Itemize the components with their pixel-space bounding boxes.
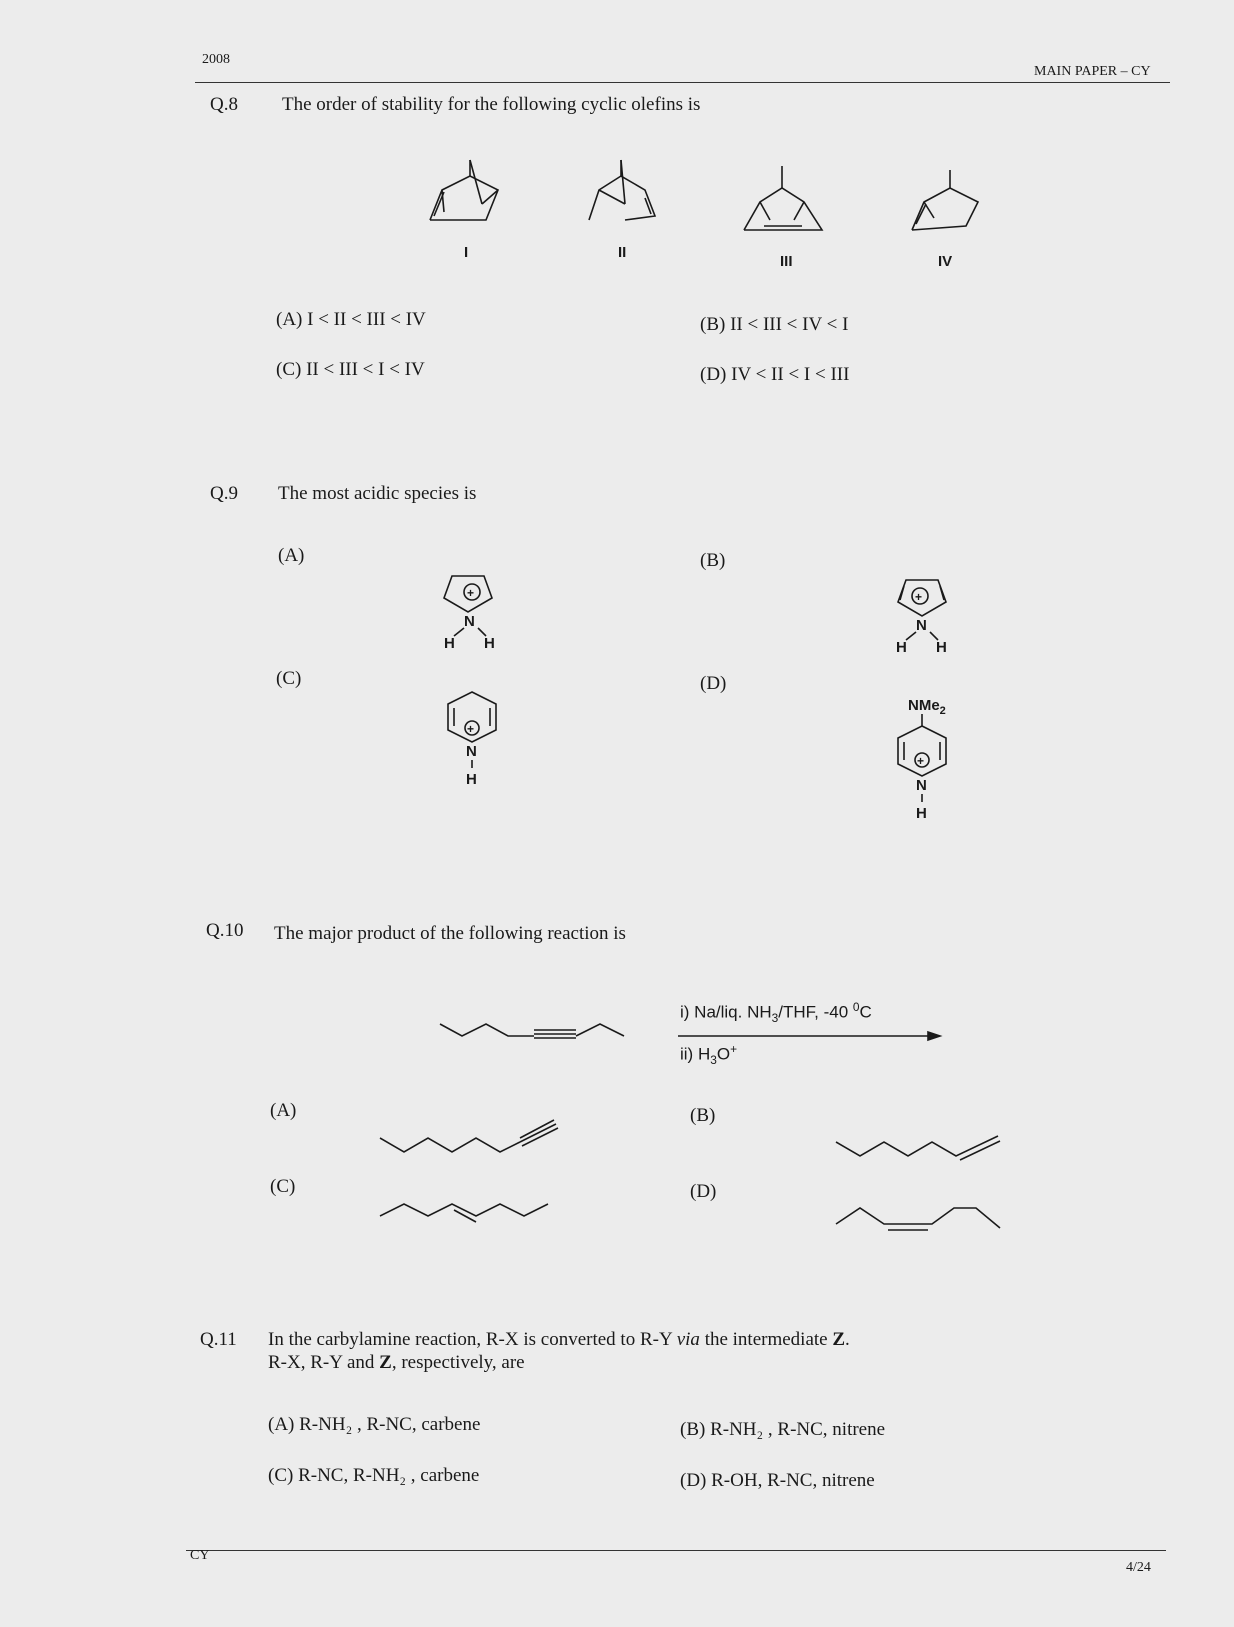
svg-text:H: H xyxy=(896,639,907,656)
q8-option-c[interactable]: (C) II < III < I < IV xyxy=(276,359,425,380)
q10-text: The major product of the following reaction is xyxy=(274,923,626,944)
q9-label-a[interactable]: (A) xyxy=(278,545,305,566)
q8-structure-iv xyxy=(910,178,990,258)
q10-condition-1: i) Na/liq. $NH_3$/THF, -40 $^0$C xyxy=(680,1000,872,1026)
q10-reactant-alkyne xyxy=(440,1010,660,1050)
q9-label-b[interactable]: (B) xyxy=(700,550,726,571)
footer-page: 4/24 xyxy=(1126,1560,1151,1575)
q10-structure-b xyxy=(836,1126,1006,1166)
footer-code: CY xyxy=(190,1548,210,1563)
svg-text:N: N xyxy=(916,777,927,794)
footer-rule xyxy=(186,1550,1166,1551)
paper-label: MAIN PAPER – CY xyxy=(1034,64,1151,79)
q11-option-a[interactable]: (A) R-NH₂ , R-NC, carbene xyxy=(268,1414,481,1435)
svg-text:+: + xyxy=(467,586,475,600)
q11-option-c[interactable]: (C) R-NC, R-NH₂ , carbene xyxy=(268,1465,480,1486)
q10-label-b[interactable]: (B) xyxy=(690,1105,716,1126)
q11-text-line2: R-X, R-Y and Z, respectively, are xyxy=(268,1352,525,1373)
q9-structure-a xyxy=(440,568,510,652)
q10-structure-a xyxy=(380,1122,560,1162)
q8-option-b[interactable]: (B) II < III < IV < I xyxy=(700,314,849,335)
q10-reaction-arrow xyxy=(678,1030,938,1042)
q10-structure-c xyxy=(380,1200,560,1240)
q8-structure-iii xyxy=(742,168,832,248)
svg-text:+: + xyxy=(917,754,925,768)
svg-text:H: H xyxy=(484,635,495,652)
svg-text:H: H xyxy=(936,639,947,656)
q8-label-iv: IV xyxy=(938,253,953,270)
year-label: 2008 xyxy=(202,52,230,67)
q8-text: The order of stability for the following cyclic olefins is xyxy=(282,94,701,115)
q9-structure-c xyxy=(446,690,506,790)
q10-condition-2: ii) $H_3O^+$ xyxy=(680,1042,738,1068)
header-rule xyxy=(195,82,1170,83)
svg-text:N: N xyxy=(466,743,477,760)
q11-text-line1: In the carbylamine reaction, R-X is converted to R-Y via the intermediate Z. xyxy=(268,1329,850,1350)
q9-text: The most acidic species is xyxy=(278,483,477,504)
q11-number: Q.11 xyxy=(200,1329,237,1350)
q11-option-d[interactable]: (D) R-OH, R-NC, nitrene xyxy=(680,1470,875,1491)
q8-number: Q.8 xyxy=(210,94,238,115)
svg-text:N: N xyxy=(916,617,927,634)
q10-number: Q.10 xyxy=(206,920,244,941)
q10-label-d[interactable]: (D) xyxy=(690,1181,717,1202)
q9-structure-b xyxy=(894,572,964,656)
q9-label-d[interactable]: (D) xyxy=(700,673,727,694)
svg-text:H: H xyxy=(466,771,477,788)
q8-label-iii: III xyxy=(780,253,793,270)
svg-text:NMe2: NMe$_2$ xyxy=(908,697,946,717)
q10-label-a[interactable]: (A) xyxy=(270,1100,297,1121)
q8-structure-ii xyxy=(585,168,665,248)
q8-label-i: I xyxy=(464,244,469,261)
q9-structure-d xyxy=(886,690,976,830)
q8-label-ii: II xyxy=(618,244,627,261)
svg-text:N: N xyxy=(464,613,475,630)
q10-label-c[interactable]: (C) xyxy=(270,1176,296,1197)
q8-option-a[interactable]: (A) I < II < III < IV xyxy=(276,309,426,330)
q9-number: Q.9 xyxy=(210,483,238,504)
svg-text:H: H xyxy=(916,805,927,822)
q8-structure-i xyxy=(430,168,510,248)
svg-text:H: H xyxy=(444,635,455,652)
q9-label-c[interactable]: (C) xyxy=(276,668,302,689)
svg-text:+: + xyxy=(467,722,475,736)
q11-option-b[interactable]: (B) R-NH₂ , R-NC, nitrene xyxy=(680,1419,886,1440)
q8-option-d[interactable]: (D) IV < II < I < III xyxy=(700,364,850,385)
q10-structure-d xyxy=(836,1202,1006,1242)
svg-text:+: + xyxy=(915,590,923,604)
